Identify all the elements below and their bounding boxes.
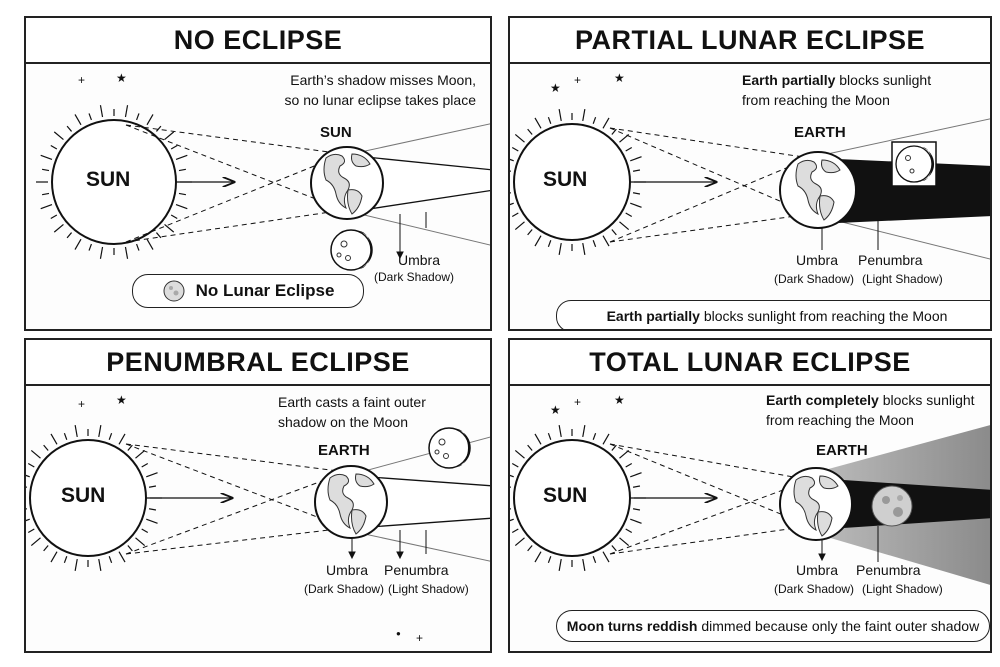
sun-ray	[26, 486, 27, 487]
sun-ray	[142, 464, 148, 468]
sun-ray	[512, 148, 518, 152]
sun-ray	[51, 146, 57, 150]
sun-ray	[142, 529, 148, 533]
sun-ray	[64, 433, 66, 440]
sun-ray	[633, 509, 640, 510]
star-icon	[550, 71, 625, 95]
sun-ray	[510, 486, 511, 487]
sun-label: SUN	[543, 168, 588, 191]
desc-line	[742, 70, 931, 90]
earth-label: EARTH	[816, 442, 868, 459]
panel-title: PARTIAL LUNAR ECLIPSE	[510, 18, 990, 64]
svg-text:+: +	[78, 73, 86, 87]
sun-ray	[515, 538, 524, 546]
sun-ray	[583, 559, 585, 571]
earth-icon	[780, 468, 852, 540]
sun-ray	[633, 193, 640, 194]
sun-ray	[630, 157, 641, 161]
sun-ray	[119, 434, 125, 444]
sun-ray	[89, 244, 91, 251]
sun-ray	[510, 203, 514, 207]
sun-ray	[510, 473, 514, 477]
caption-rest: blocks sunlight from reaching the Moon	[699, 308, 948, 324]
panel-partial-eclipse	[508, 16, 992, 331]
sun-ray	[125, 105, 127, 117]
sun-ray	[54, 132, 63, 140]
sun-ray	[559, 425, 561, 437]
earth-icon	[311, 147, 383, 219]
sun-ray	[119, 552, 125, 562]
sun-ray	[75, 559, 77, 571]
sun-ray	[603, 434, 609, 444]
sun-ray	[147, 239, 153, 249]
desc-line	[766, 390, 975, 410]
penumbra-label: Penumbra	[384, 562, 449, 578]
sun-ray	[612, 229, 616, 234]
shadow-rays	[126, 444, 346, 554]
sun-ray	[583, 243, 585, 255]
sun-ray	[75, 425, 77, 437]
desc-line: shadow on the Moon	[278, 414, 408, 430]
earth-label: SUN	[320, 124, 352, 141]
panel-penumbral-eclipse	[24, 338, 492, 653]
sun-ray	[146, 519, 157, 523]
sun-ray	[149, 509, 156, 510]
sun-ray	[31, 450, 40, 458]
penumbra-label: Penumbra	[858, 252, 923, 268]
sun-ray	[603, 118, 609, 128]
description	[278, 392, 426, 432]
moon-icon	[872, 486, 912, 526]
sun-ray	[626, 148, 632, 152]
desc-rest: blocks sunlight	[835, 72, 932, 88]
svg-text:●: ●	[396, 629, 401, 638]
sun-ray	[165, 224, 174, 232]
sun-ray	[633, 170, 640, 171]
sun-ray	[99, 425, 101, 437]
sun-ray	[512, 213, 518, 217]
sun-ray	[137, 244, 139, 251]
penumbra-sublabel: (Light Shadow)	[388, 582, 469, 596]
sun-ray	[109, 556, 111, 563]
sun-ray	[64, 556, 66, 563]
sun-ray	[528, 445, 532, 450]
caption-bold: Moon turns reddish	[566, 618, 698, 634]
sun-ray	[176, 205, 187, 209]
panel-no-eclipse	[24, 16, 492, 331]
sun-ray	[26, 519, 30, 523]
sun-ray	[125, 247, 127, 259]
sun-ray	[630, 473, 641, 477]
desc-line: Earth’s shadow misses Moon,	[290, 72, 476, 88]
svg-text:★: ★	[614, 71, 625, 85]
sun-ray	[44, 545, 48, 550]
sun-ray	[26, 509, 27, 510]
sun-ray	[165, 132, 174, 140]
moon-icon	[331, 230, 373, 270]
panel-title: NO ECLIPSE	[26, 18, 490, 64]
sun-ray	[31, 538, 40, 546]
sun-ray	[515, 134, 524, 142]
sun-ray	[75, 239, 81, 249]
sun-ray	[54, 224, 63, 232]
panel-title: TOTAL LUNAR ECLIPSE	[510, 340, 990, 386]
umbra-sublabel: (Dark Shadow)	[304, 582, 385, 596]
svg-text:★: ★	[550, 81, 561, 95]
moon-icon	[892, 142, 936, 186]
desc-line: from reaching the Moon	[742, 92, 890, 108]
sun-ray	[612, 545, 616, 550]
sun-ray	[583, 425, 585, 437]
sun-ray	[67, 233, 71, 238]
penumbra-label: Penumbra	[856, 562, 921, 578]
sun-ray	[42, 193, 49, 194]
penumbra-sublabel: (Light Shadow)	[862, 582, 943, 596]
sun-ray	[593, 433, 595, 440]
desc-line: from reaching the Moon	[766, 412, 914, 428]
umbra-label: Umbra	[796, 252, 839, 268]
svg-text:★: ★	[116, 71, 127, 85]
penumbra-sublabel: (Light Shadow)	[862, 272, 943, 286]
earth-label: EARTH	[318, 442, 370, 459]
sun-ray	[510, 157, 514, 161]
sun-ray	[89, 113, 91, 120]
sun-ray	[100, 247, 102, 259]
desc-bold: Earth completely	[766, 392, 879, 408]
sun-ray	[548, 240, 550, 247]
sun-ray	[593, 240, 595, 247]
sun-label: SUN	[543, 484, 588, 507]
sun-ray	[179, 193, 186, 194]
caption-rest: dimmed because only the faint outer shadow	[697, 618, 980, 634]
sun-ray	[128, 545, 132, 550]
sun-ray	[135, 450, 144, 458]
legend-no-lunar-eclipse	[132, 274, 364, 308]
sun-ray	[26, 473, 30, 477]
sun-ray	[51, 552, 57, 562]
sun-ray	[75, 114, 81, 124]
star-icon	[550, 393, 625, 417]
sun-ray	[510, 519, 514, 523]
svg-text:★: ★	[550, 403, 561, 417]
svg-text:+: +	[574, 395, 582, 409]
sun-ray	[593, 117, 595, 124]
sun-ray	[41, 205, 52, 209]
desc-line: Earth casts a faint outer	[278, 394, 426, 410]
sun-ray	[528, 545, 532, 550]
sun-ray	[510, 170, 511, 171]
sun-ray	[603, 236, 609, 246]
svg-text:+: +	[78, 397, 86, 411]
sun-ray	[42, 169, 49, 170]
sun-ray	[559, 109, 561, 121]
moon-icon	[162, 279, 186, 303]
sun-ray	[510, 193, 511, 194]
sun-ray	[548, 433, 550, 440]
sun-label: SUN	[86, 168, 131, 191]
sun-ray	[179, 169, 186, 170]
star-icon	[78, 71, 127, 87]
sun-ray	[510, 509, 511, 510]
sun-ray	[28, 529, 34, 533]
sun-ray	[626, 213, 632, 217]
sun-ray	[528, 229, 532, 234]
svg-text:★: ★	[614, 393, 625, 407]
desc-line: so no lunar eclipse takes place	[284, 92, 476, 108]
sun-ray	[41, 155, 52, 159]
sun-ray	[135, 538, 144, 546]
umbra-sublabel: (Dark Shadow)	[374, 270, 455, 284]
moon-icon	[429, 428, 471, 468]
sun-ray	[51, 434, 57, 444]
sun-ray	[146, 473, 157, 477]
sun-ray	[147, 114, 153, 124]
sun-ray	[67, 126, 71, 131]
panel-title: PENUMBRAL ECLIPSE	[26, 340, 490, 386]
sun-ray	[176, 155, 187, 159]
umbra-label: Umbra	[398, 252, 441, 268]
sun-ray	[559, 559, 561, 571]
sun-ray	[99, 559, 101, 571]
caption-bold: Earth partially	[606, 308, 700, 324]
sun-ray	[100, 105, 102, 117]
sun-ray	[626, 464, 632, 468]
umbra-label: Umbra	[326, 562, 369, 578]
earth-icon	[315, 466, 387, 538]
description	[742, 70, 931, 110]
legend-label: No Lunar Eclipse	[195, 281, 335, 300]
sun-ray	[630, 519, 641, 523]
sun-ray	[603, 552, 609, 562]
umbra-sublabel: (Dark Shadow)	[774, 582, 855, 596]
sun-ray	[44, 445, 48, 450]
sun-ray	[535, 236, 541, 246]
svg-text:★: ★	[116, 393, 127, 407]
sun-ray	[137, 113, 139, 120]
svg-text:+: +	[574, 73, 582, 87]
desc-rest: blocks sunlight	[878, 392, 975, 408]
caption-pill	[556, 610, 990, 642]
sun-ray	[548, 556, 550, 563]
sun-ray	[630, 203, 641, 207]
sun-ray	[51, 215, 57, 219]
sun-ray	[28, 464, 34, 468]
sun-ray	[593, 556, 595, 563]
sun-ray	[515, 450, 524, 458]
earth-label: EARTH	[794, 124, 846, 141]
sun-ray	[535, 434, 541, 444]
sun-ray	[171, 146, 177, 150]
sun-ray	[171, 215, 177, 219]
umbra-label: Umbra	[796, 562, 839, 578]
description	[285, 70, 476, 110]
sun-ray	[512, 529, 518, 533]
sun-ray	[626, 529, 632, 533]
sun-ray	[149, 486, 156, 487]
svg-text:+: +	[416, 631, 424, 645]
sun-ray	[512, 464, 518, 468]
sun-ray	[583, 109, 585, 121]
panel-total-eclipse	[508, 338, 992, 653]
sun-ray	[548, 117, 550, 124]
earth-icon	[780, 152, 856, 228]
sun-ray	[535, 552, 541, 562]
caption-pill	[556, 300, 992, 331]
desc-bold: Earth partially	[742, 72, 836, 88]
sun-ray	[535, 118, 541, 128]
sun-label: SUN	[61, 484, 106, 507]
sun-ray	[515, 222, 524, 230]
sun-ray	[559, 243, 561, 255]
sun-ray	[619, 538, 628, 546]
sun-ray	[619, 222, 628, 230]
sun-ray	[633, 486, 640, 487]
umbra-sublabel: (Dark Shadow)	[774, 272, 855, 286]
sun-ray	[109, 433, 111, 440]
description	[766, 390, 975, 430]
sun-ray	[528, 129, 532, 134]
